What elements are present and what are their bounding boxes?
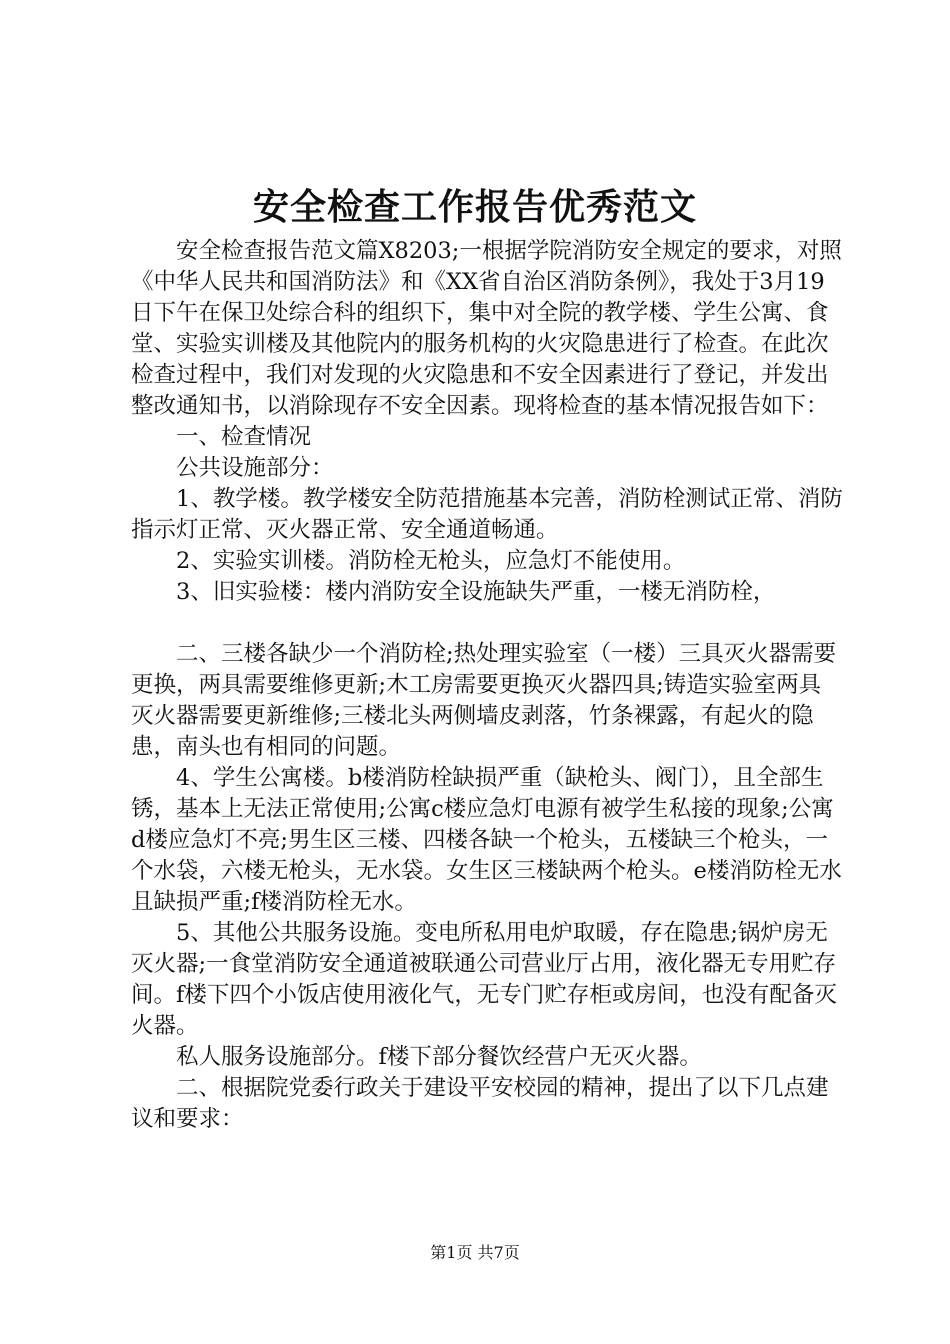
paragraph-old-lab-building: 3、旧实验楼：楼内消防安全设施缺失严重，一楼无消防栓， xyxy=(176,579,776,605)
paragraph-other-services: 5、其他公共服务设施。变电所私用电炉取暖，存在隐患;锅炉房无灭火器;一食堂消防安全通道被联通公司营业厅占用，液化器无专用贮存间。f楼下四个小饭店使用液化气，无专门贮存柜或房间，也没有配备灭火器。 xyxy=(131,920,837,1039)
paragraph-old-lab-continued: 二、三楼各缺少一个消防栓;热处理实验室（一楼）三具灭火器需要更换，两具需要维修更新;木工房需要更换灭火器四具;铸造实验室两具灭火器需要更新维修;三楼北头两侧墙皮剥落，竹条裸露，有起火的隐患，南头也有相同的问题。 xyxy=(131,641,837,760)
paragraph-intro: 安全检查报告范文篇X8203;一根据学院消防安全规定的要求，对照《中华人民共和国消防法》和《XX省自治区消防条例》，我处于3月19日下午在保卫处综合科的组织下，集中对全院的教学楼、学生公寓、食堂、实验实训楼及其他院内的服务机构的火灾隐患进行了检查。在此次检查过程中，我们对发现的火灾隐患和不安全因素进行了登记，并发出整改通知书，以消除现存不安全因素。现将检查的基本情况报告如下： xyxy=(131,238,842,419)
paragraph-private-services: 私人服务设施部分。f楼下部分餐饮经营户无灭火器。 xyxy=(176,1044,702,1070)
subsection-public-facilities: 公共设施部分： xyxy=(176,455,334,481)
section-heading-inspection: 一、检查情况 xyxy=(176,424,312,450)
document-title: 安全检查工作报告优秀范文 xyxy=(252,186,697,228)
section-heading-suggestions: 二、根据院党委行政关于建设平安校园的精神，提出了以下几点建议和要求： xyxy=(131,1075,829,1132)
document-body xyxy=(131,236,843,1135)
page-footer: 第1页 共7页 xyxy=(430,1243,520,1262)
paragraph-lab-building: 2、实验实训楼。消防栓无枪头，应急灯不能使用。 xyxy=(176,548,686,574)
blank-line xyxy=(131,608,843,639)
paragraph-dormitory: 4、学生公寓楼。b楼消防栓缺损严重（缺枪头、阀门），且全部生锈，基本上无法正常使用;公寓c楼应急灯电源有被学生私接的现象;公寓d楼应急灯不亮;男生区三楼、四楼各缺一个枪头，五楼缺三个枪头，一个水袋，六楼无枪头，无水袋。女生区三楼缺两个枪头。e楼消防栓无水且缺损严重;f楼消防栓无水。 xyxy=(131,765,842,915)
paragraph-teaching-building: 1、教学楼。教学楼安全防范措施基本完善，消防栓测试正常、消防指示灯正常、灭火器正常、安全通道畅通。 xyxy=(131,486,843,543)
